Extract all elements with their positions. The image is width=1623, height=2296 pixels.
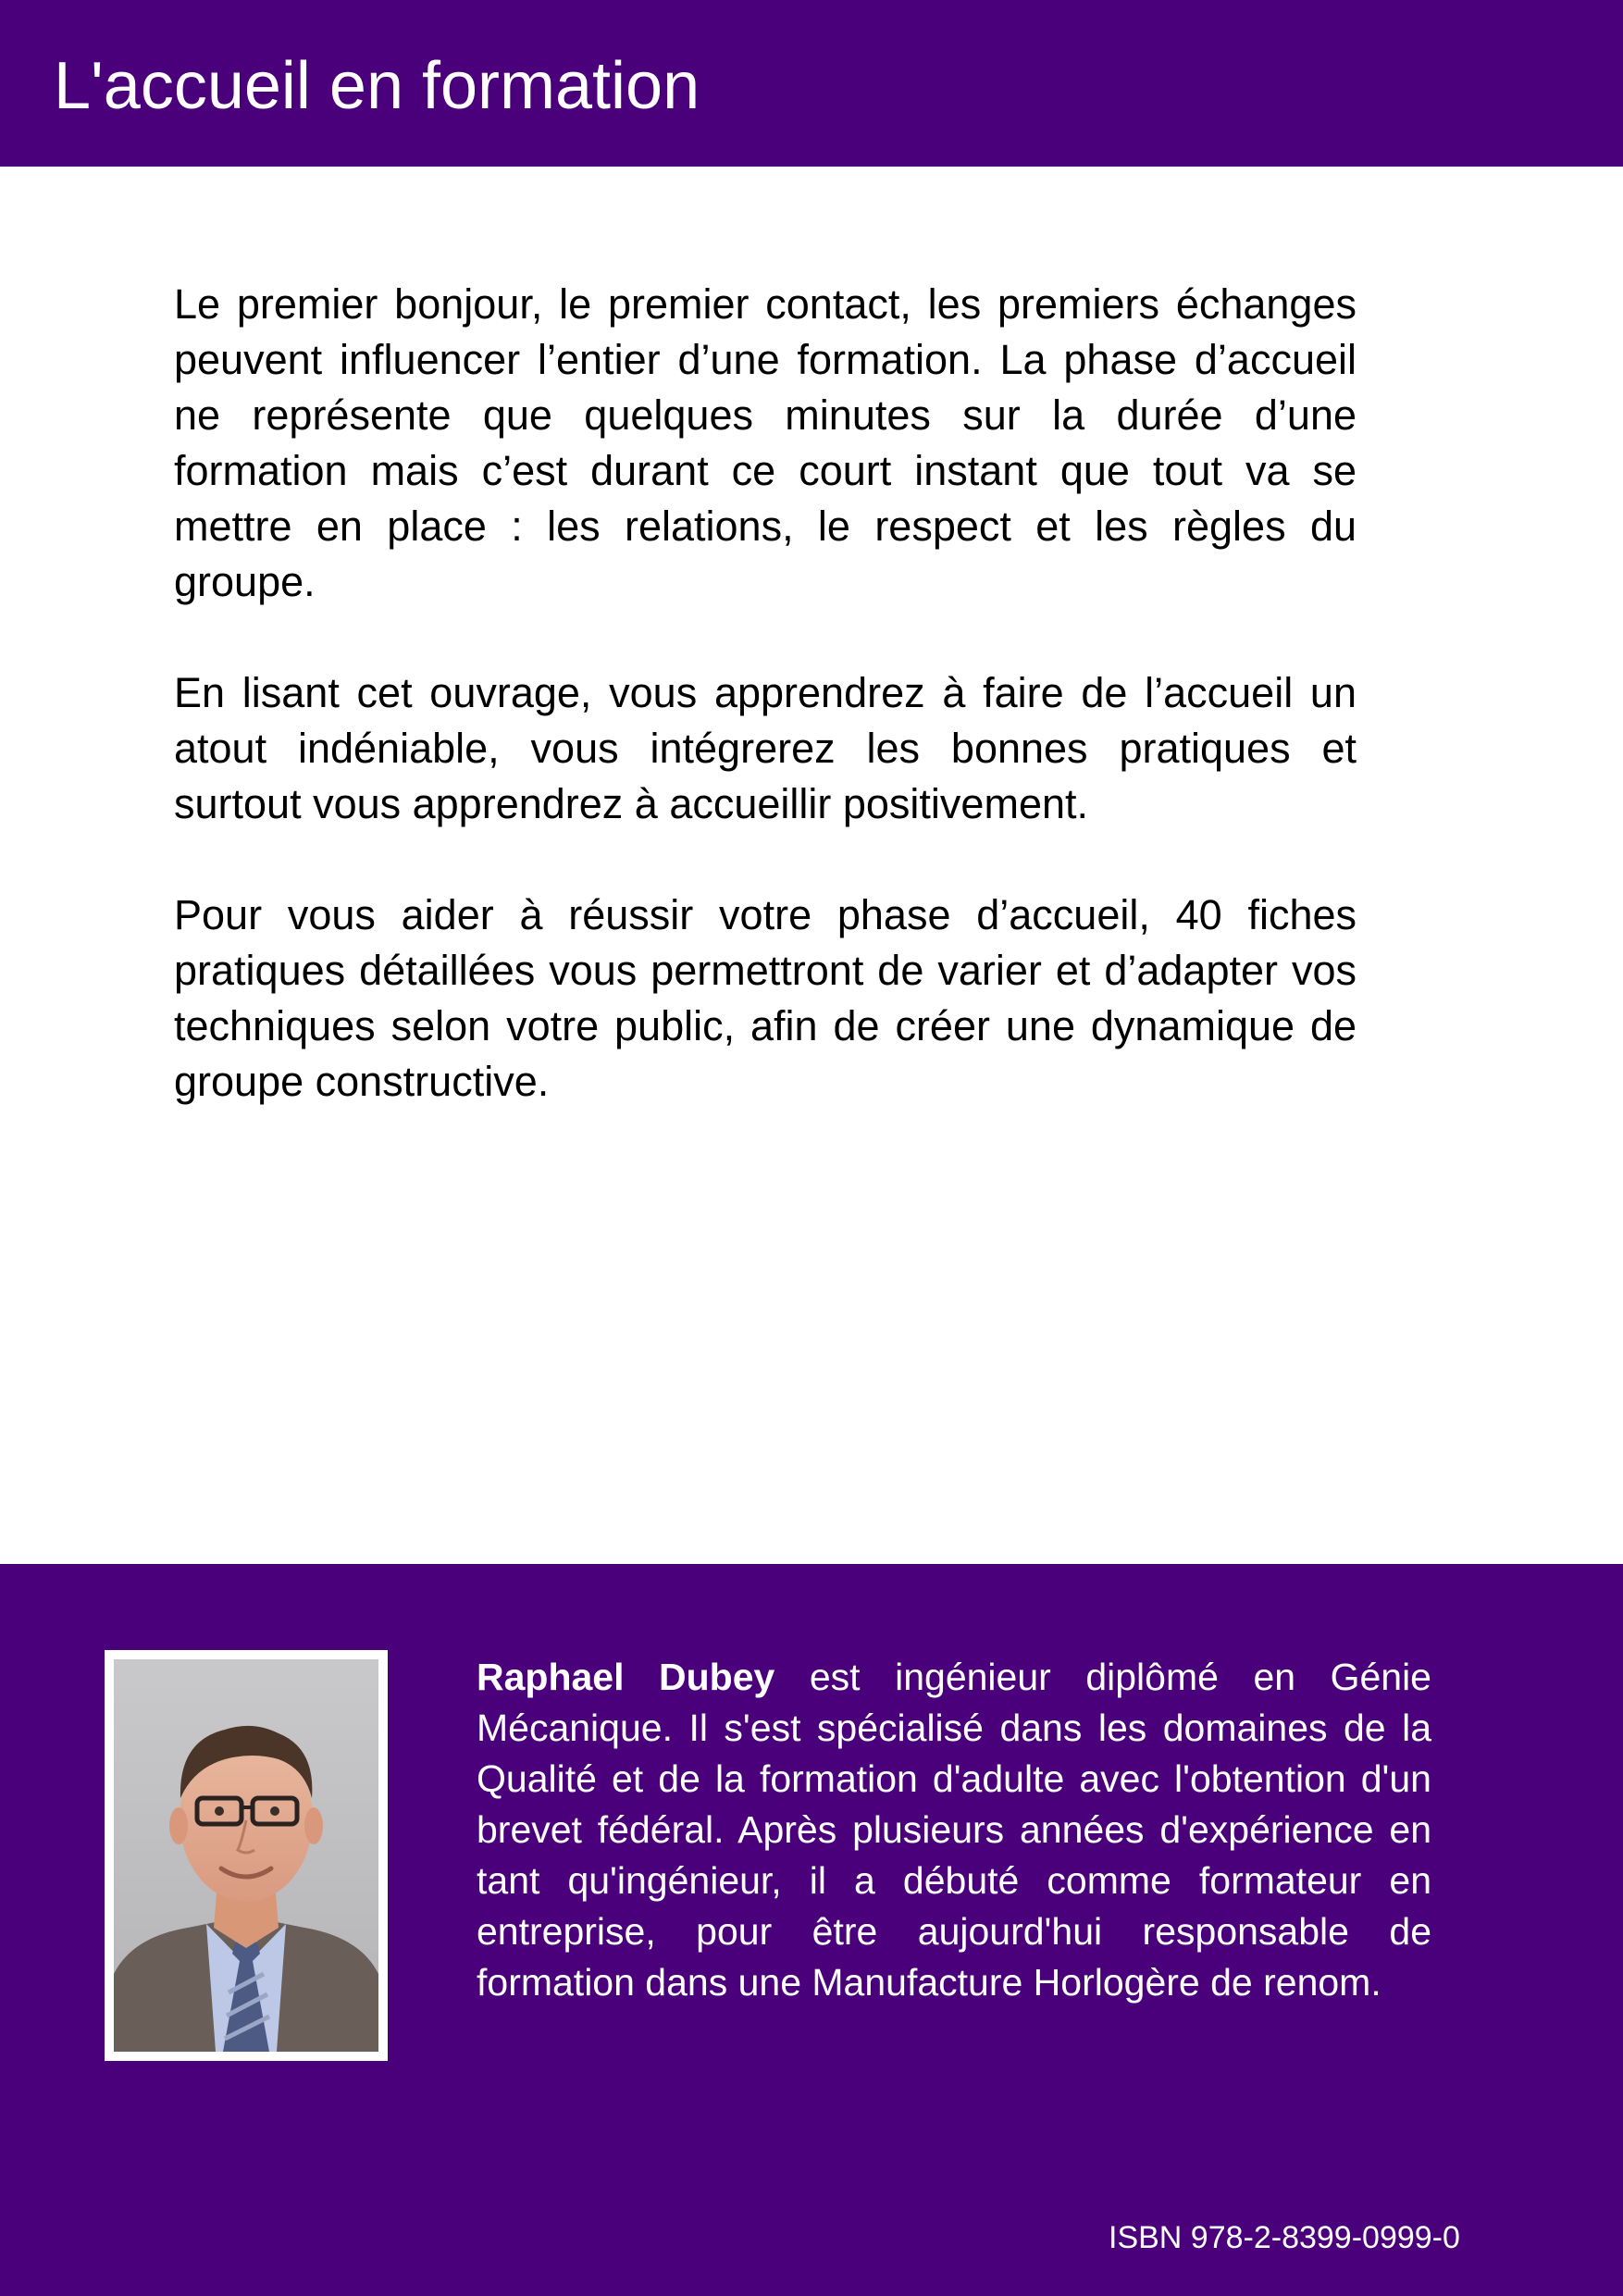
author-bio-text: est ingénieur diplômé en Génie Mécanique. Il s'est spécialisé dans les domaines de la Qualité et de la formation d'adulte avec l'obtention d'un brevet fédéral. Après plusieurs années d'expérience en tant qu'ingénieur, il a débuté comme formateur en entreprise, pour être aujourd'hui responsable de formation dans une Manufacture Horlogère de renom. <box>477 1656 1431 2004</box>
author-photo <box>114 1659 378 2052</box>
book-title: L'accueil en formation <box>54 49 700 123</box>
blurb-paragraph: Pour vous aider à réussir votre phase d’accueil, 40 fiches pratiques détaillées vous permettront de varier et d’adapter vos techniques selon votre public, afin de créer une dynamique de groupe constructive. <box>174 891 1357 1105</box>
blurb-paragraph: En lisant cet ouvrage, vous apprendrez à faire de l’accueil un atout indéniable, vous intégrerez les bonnes pratiques et surtout vous apprendrez à accueillir positivement. <box>174 669 1357 827</box>
back-cover-blurb <box>174 277 1357 1110</box>
author-photo-frame <box>105 1650 388 2061</box>
header-band <box>0 0 1623 167</box>
blurb-paragraph: Le premier bonjour, le premier contact, les premiers échanges peuvent influencer l’entier d’une formation. La phase d’accueil ne représente que quelques minutes sur la durée d’une formation mais c’est durant ce court instant que tout va se mettre en place : les relations, le respect et les règles du groupe. <box>174 280 1357 605</box>
isbn: ISBN 978-2-8399-0999-0 <box>1109 2220 1460 2255</box>
author-bio <box>477 1652 1431 2008</box>
author-name: Raphael Dubey <box>477 1656 775 1698</box>
